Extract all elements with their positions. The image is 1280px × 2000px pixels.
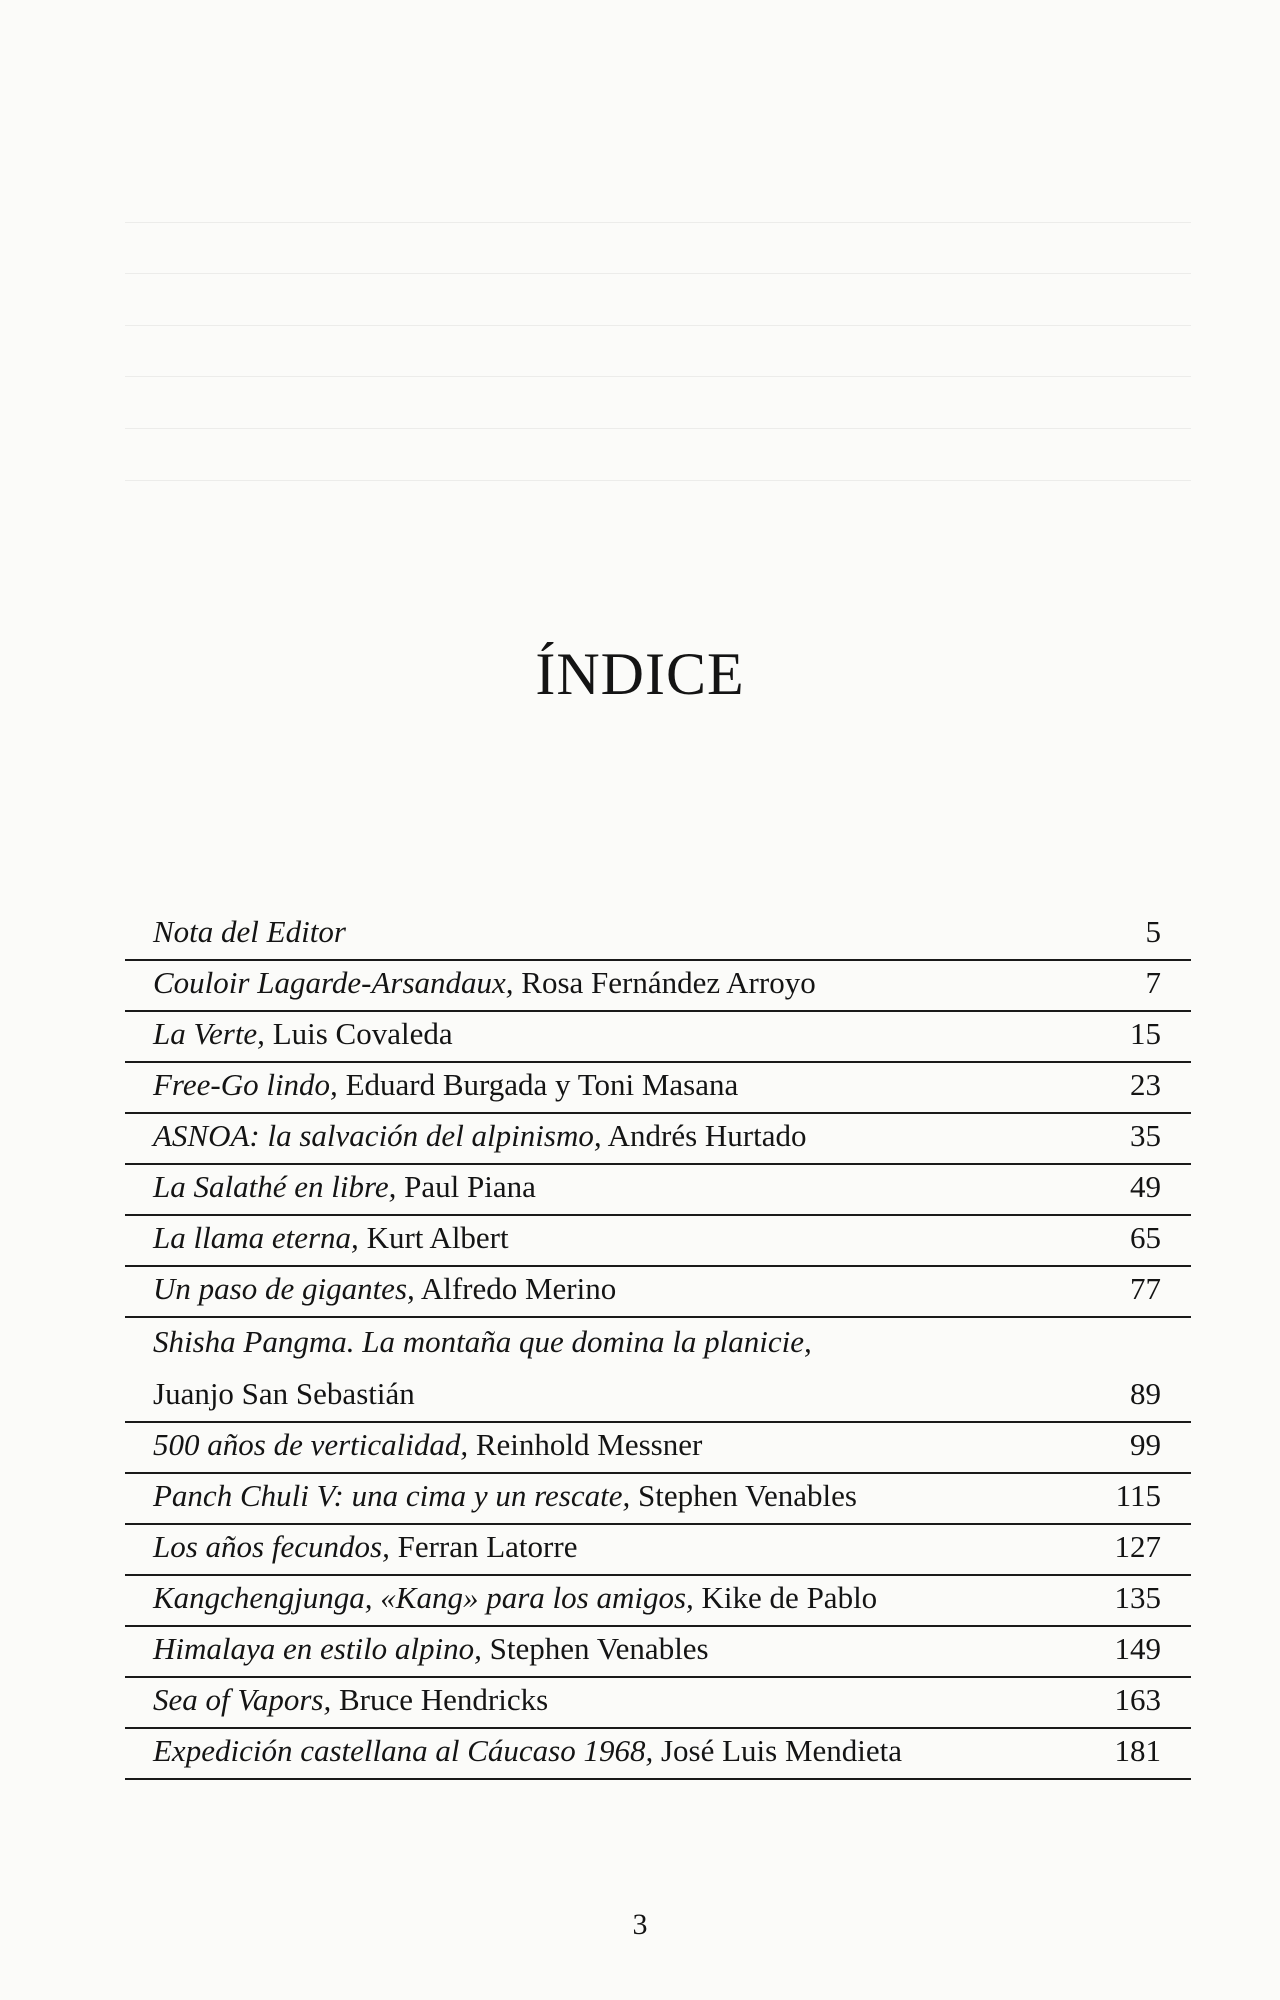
toc-author: Ferran Latorre: [397, 1529, 578, 1564]
page-number: 3: [632, 1908, 648, 1941]
toc-entry: [125, 910, 1191, 961]
toc-page-number: 7: [1145, 965, 1161, 1000]
toc-entry: [125, 1114, 1191, 1165]
show-through-rule: [125, 480, 1191, 481]
toc-work-title: Free-Go lindo,: [153, 1067, 338, 1102]
show-through-rule: [125, 428, 1191, 429]
toc-entry: [125, 1729, 1191, 1780]
toc-author: Kurt Albert: [366, 1220, 509, 1255]
toc-work-title: Un paso de gigantes,: [153, 1271, 415, 1306]
toc-author: Rosa Fernández Arroyo: [521, 965, 816, 1000]
toc-author: Alfredo Merino: [420, 1271, 617, 1306]
toc-work-title: Couloir Lagarde-Arsandaux,: [153, 965, 514, 1000]
toc-page-number: 149: [1114, 1631, 1161, 1666]
toc-work-title: La Salathé en libre,: [153, 1169, 397, 1204]
toc-author: Stephen Venables: [489, 1631, 709, 1666]
toc-entry: [125, 1267, 1191, 1318]
toc-page-number: 65: [1130, 1220, 1161, 1255]
toc-entry: [125, 1627, 1191, 1678]
toc-entry: [125, 1318, 1191, 1423]
toc-page-number: 35: [1130, 1118, 1161, 1153]
toc-page-number: 49: [1130, 1169, 1161, 1204]
toc-work-title: La Verte,: [153, 1016, 265, 1051]
toc-page-number: 5: [1145, 914, 1161, 949]
toc-work-title: ASNOA: la salvación del alpinismo,: [153, 1118, 602, 1153]
toc-work-title: Panch Chuli V: una cima y un rescate,: [153, 1478, 631, 1513]
show-through-rule: [125, 376, 1191, 377]
toc-page-number: 99: [1130, 1427, 1161, 1462]
toc-entry: [125, 1063, 1191, 1114]
toc-author: Paul Piana: [404, 1169, 536, 1204]
page-title: ÍNDICE: [535, 641, 745, 708]
toc-author: Bruce Hendricks: [339, 1682, 549, 1717]
toc-entry: [125, 1012, 1191, 1063]
toc-entry: [125, 1678, 1191, 1729]
toc-work-title: Los años fecundos,: [153, 1529, 390, 1564]
toc-author: Kike de Pablo: [701, 1580, 878, 1615]
toc-page-number: 115: [1115, 1478, 1161, 1513]
toc-work-title: Kangchengjunga, «Kang» para los amigos,: [153, 1580, 694, 1615]
toc-work-title: 500 años de verticalidad,: [153, 1427, 469, 1462]
toc-author: Juanjo San Sebastián: [153, 1376, 415, 1411]
toc-entry: [125, 1216, 1191, 1267]
table-of-contents: [125, 910, 1191, 1780]
toc-work-title: Nota del Editor: [153, 914, 346, 949]
toc-work-title: La llama eterna,: [153, 1220, 359, 1255]
toc-author: José Luis Mendieta: [660, 1733, 903, 1768]
toc-author: Luis Covaleda: [272, 1016, 453, 1051]
show-through-rule: [125, 273, 1191, 274]
toc-entry: [125, 1576, 1191, 1627]
toc-page-number: 77: [1130, 1271, 1161, 1306]
toc-page-number: 163: [1114, 1682, 1161, 1717]
toc-page-number: 15: [1130, 1016, 1161, 1051]
toc-author: Stephen Venables: [637, 1478, 857, 1513]
toc-entry: [125, 1525, 1191, 1576]
toc-entry: [125, 1474, 1191, 1525]
toc-work-title: Himalaya en estilo alpino,: [153, 1631, 482, 1666]
toc-author: Eduard Burgada y Toni Masana: [345, 1067, 739, 1102]
toc-entry: [125, 1423, 1191, 1474]
toc-page-number: 23: [1130, 1067, 1161, 1102]
toc-author: Reinhold Messner: [475, 1427, 703, 1462]
show-through-rule: [125, 325, 1191, 326]
toc-page-number: 127: [1114, 1529, 1161, 1564]
toc-entry: [125, 961, 1191, 1012]
show-through-rule: [125, 222, 1191, 223]
toc-work-title: Shisha Pangma. La montaña que domina la planicie,: [153, 1324, 812, 1359]
toc-work-title: Sea of Vapors,: [153, 1682, 332, 1717]
toc-author: Andrés Hurtado: [607, 1118, 807, 1153]
toc-page-number: 89: [1130, 1376, 1161, 1411]
toc-page-number: 181: [1114, 1733, 1161, 1768]
toc-page-number: 135: [1114, 1580, 1161, 1615]
toc-entry: [125, 1165, 1191, 1216]
toc-work-title: Expedición castellana al Cáucaso 1968,: [153, 1733, 654, 1768]
